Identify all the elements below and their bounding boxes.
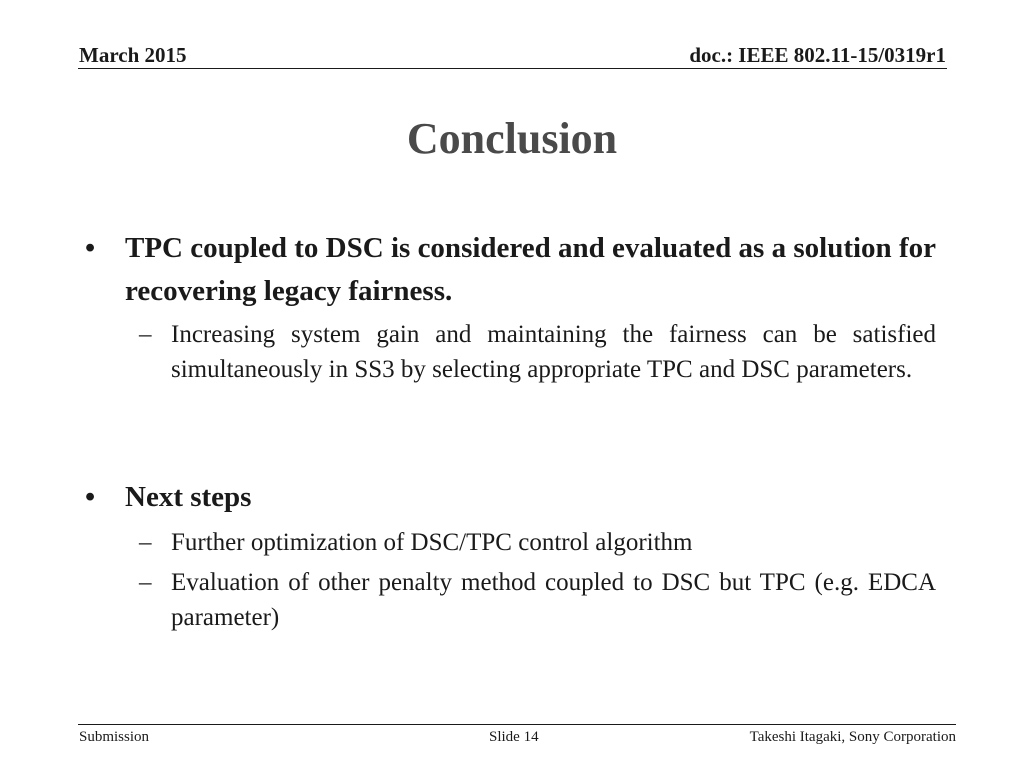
sub-bullet-text: Increasing system gain and maintaining the fairness can be satisfied simultaneously in SS3 by selecting appropriate TPC and DSC parameters.: [171, 321, 936, 383]
slide-title: Conclusion: [406, 114, 618, 163]
header-date: March 2015: [79, 43, 187, 67]
footer-rule: [78, 724, 956, 725]
sub-bullet-text: Further optimization of DSC/TPC control algorithm: [171, 529, 693, 556]
bullet-text: TPC coupled to DSC is considered and evaluated as a solution for recovering legacy fairness.: [125, 232, 936, 307]
bullet-mark: •: [85, 232, 96, 264]
sub-bullet-mark: –: [139, 569, 152, 596]
sub-bullet-mark: –: [139, 529, 152, 556]
footer-author: Takeshi Itagaki, Sony Corporation: [749, 729, 956, 745]
bullet-2: [85, 476, 936, 519]
footer-submission: Submission: [79, 729, 150, 745]
bullet-1: [85, 227, 936, 313]
header-rule: [78, 68, 947, 69]
sub-bullet-2-2: [139, 565, 936, 635]
footer-slide-number: Slide 14: [489, 729, 539, 745]
sub-bullet-1-1: [139, 317, 936, 387]
bullet-mark: •: [85, 481, 96, 513]
sub-bullet-2-1: [139, 525, 936, 560]
bullet-text: Next steps: [125, 481, 252, 513]
sub-bullet-mark: –: [139, 321, 152, 348]
sub-bullet-text: Evaluation of other penalty method coupled to DSC but TPC (e.g. EDCA parameter): [171, 569, 936, 631]
header-doc-id: doc.: IEEE 802.11-15/0319r1: [689, 43, 946, 67]
